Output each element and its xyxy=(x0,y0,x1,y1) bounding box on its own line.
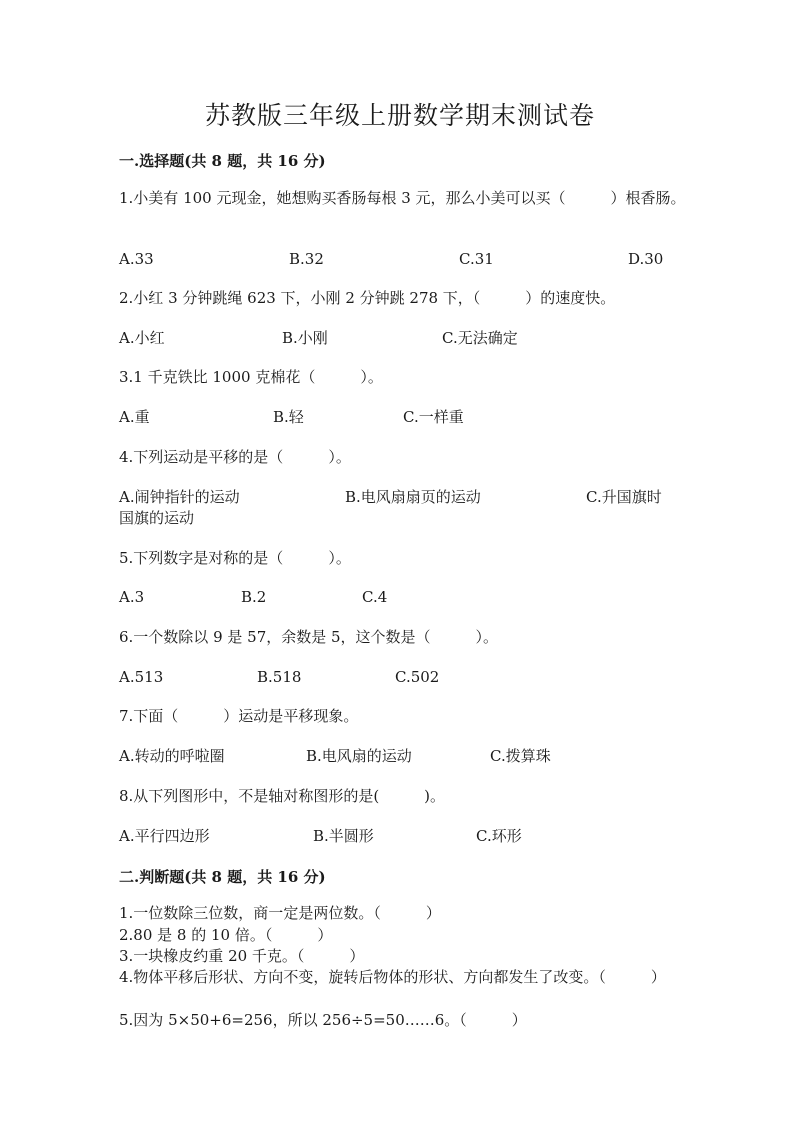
question-4: 4.下列运动是平移的是（ ）。 xyxy=(119,448,351,466)
question-3: 3.1 千克铁比 1000 克棉花（ ）。 xyxy=(119,368,383,386)
tf-item-3: 3.一块橡皮约重 20 千克。（ ） xyxy=(119,947,365,965)
option-b: B.轻 xyxy=(273,408,304,426)
question-4-options xyxy=(119,487,699,531)
question-6: 6.一个数除以 9 是 57，余数是 5，这个数是（ ）。 xyxy=(119,628,499,646)
section-heading-true-false: 二.判断题(共 8 题，共 16 分) xyxy=(119,868,326,886)
option-c: C.31 xyxy=(459,250,494,268)
option-c: C.升国旗时 xyxy=(586,488,662,506)
question-6-options xyxy=(119,667,699,711)
option-a: A.513 xyxy=(119,668,164,686)
option-c: C.502 xyxy=(395,668,440,686)
tf-item-1: 1.一位数除三位数，商一定是两位数。（ ） xyxy=(119,904,441,922)
option-a: A.小红 xyxy=(119,329,165,347)
option-b: B.电风扇扇页的运动 xyxy=(345,488,481,506)
option-a: A.重 xyxy=(119,408,150,426)
page-title: 苏教版三年级上册数学期末测试卷 xyxy=(204,101,595,130)
question-1-options xyxy=(119,249,699,293)
question-7-options xyxy=(119,746,699,790)
question-5: 5.下列数字是对称的是（ ）。 xyxy=(119,549,351,567)
section-heading-choice: 一.选择题(共 8 题，共 16 分) xyxy=(119,152,326,170)
question-3-options xyxy=(119,407,699,451)
option-c: C.无法确定 xyxy=(442,329,518,347)
option-c: C.一样重 xyxy=(403,408,464,426)
question-5-options xyxy=(119,587,699,631)
option-c: C.拨算珠 xyxy=(490,747,551,765)
option-c: C.4 xyxy=(362,588,388,606)
option-c: C.环形 xyxy=(476,827,522,845)
option-c-continued: 国旗的运动 xyxy=(119,509,195,527)
option-a: A.33 xyxy=(119,250,154,268)
question-2-options xyxy=(119,328,699,372)
option-b: B.半圆形 xyxy=(313,827,374,845)
option-a: A.平行四边形 xyxy=(119,827,210,845)
option-a: A.3 xyxy=(119,588,145,606)
option-b: B.小刚 xyxy=(282,329,328,347)
option-b: B.2 xyxy=(241,588,267,606)
option-b: B.518 xyxy=(257,668,302,686)
tf-item-5: 5.因为 5×50+6=256，所以 256÷5=50……6。（ ） xyxy=(119,1011,527,1029)
option-b: B.电风扇的运动 xyxy=(306,747,412,765)
option-a: A.闹钟指针的运动 xyxy=(119,488,240,506)
question-2: 2.小红 3 分钟跳绳 623 下，小刚 2 分钟跳 278 下，（ ）的速度快。 xyxy=(119,289,616,307)
question-7: 7.下面（ ）运动是平移现象。 xyxy=(119,707,359,725)
question-8: 8.从下列图形中，不是轴对称图形的是( )。 xyxy=(119,787,446,805)
question-8-options xyxy=(119,826,699,870)
question-1: 1.小美有 100 元现金，她想购买香肠每根 3 元，那么小美可以买（ ）根香肠。 xyxy=(119,189,686,207)
tf-item-4: 4.物体平移后形状、方向不变，旋转后物体的形状、方向都发生了改变。（ ） xyxy=(119,968,666,986)
option-d: D.30 xyxy=(628,250,664,268)
tf-item-2: 2.80 是 8 的 10 倍。（ ） xyxy=(119,926,333,944)
option-b: B.32 xyxy=(289,250,324,268)
option-a: A.转动的呼啦圈 xyxy=(119,747,225,765)
